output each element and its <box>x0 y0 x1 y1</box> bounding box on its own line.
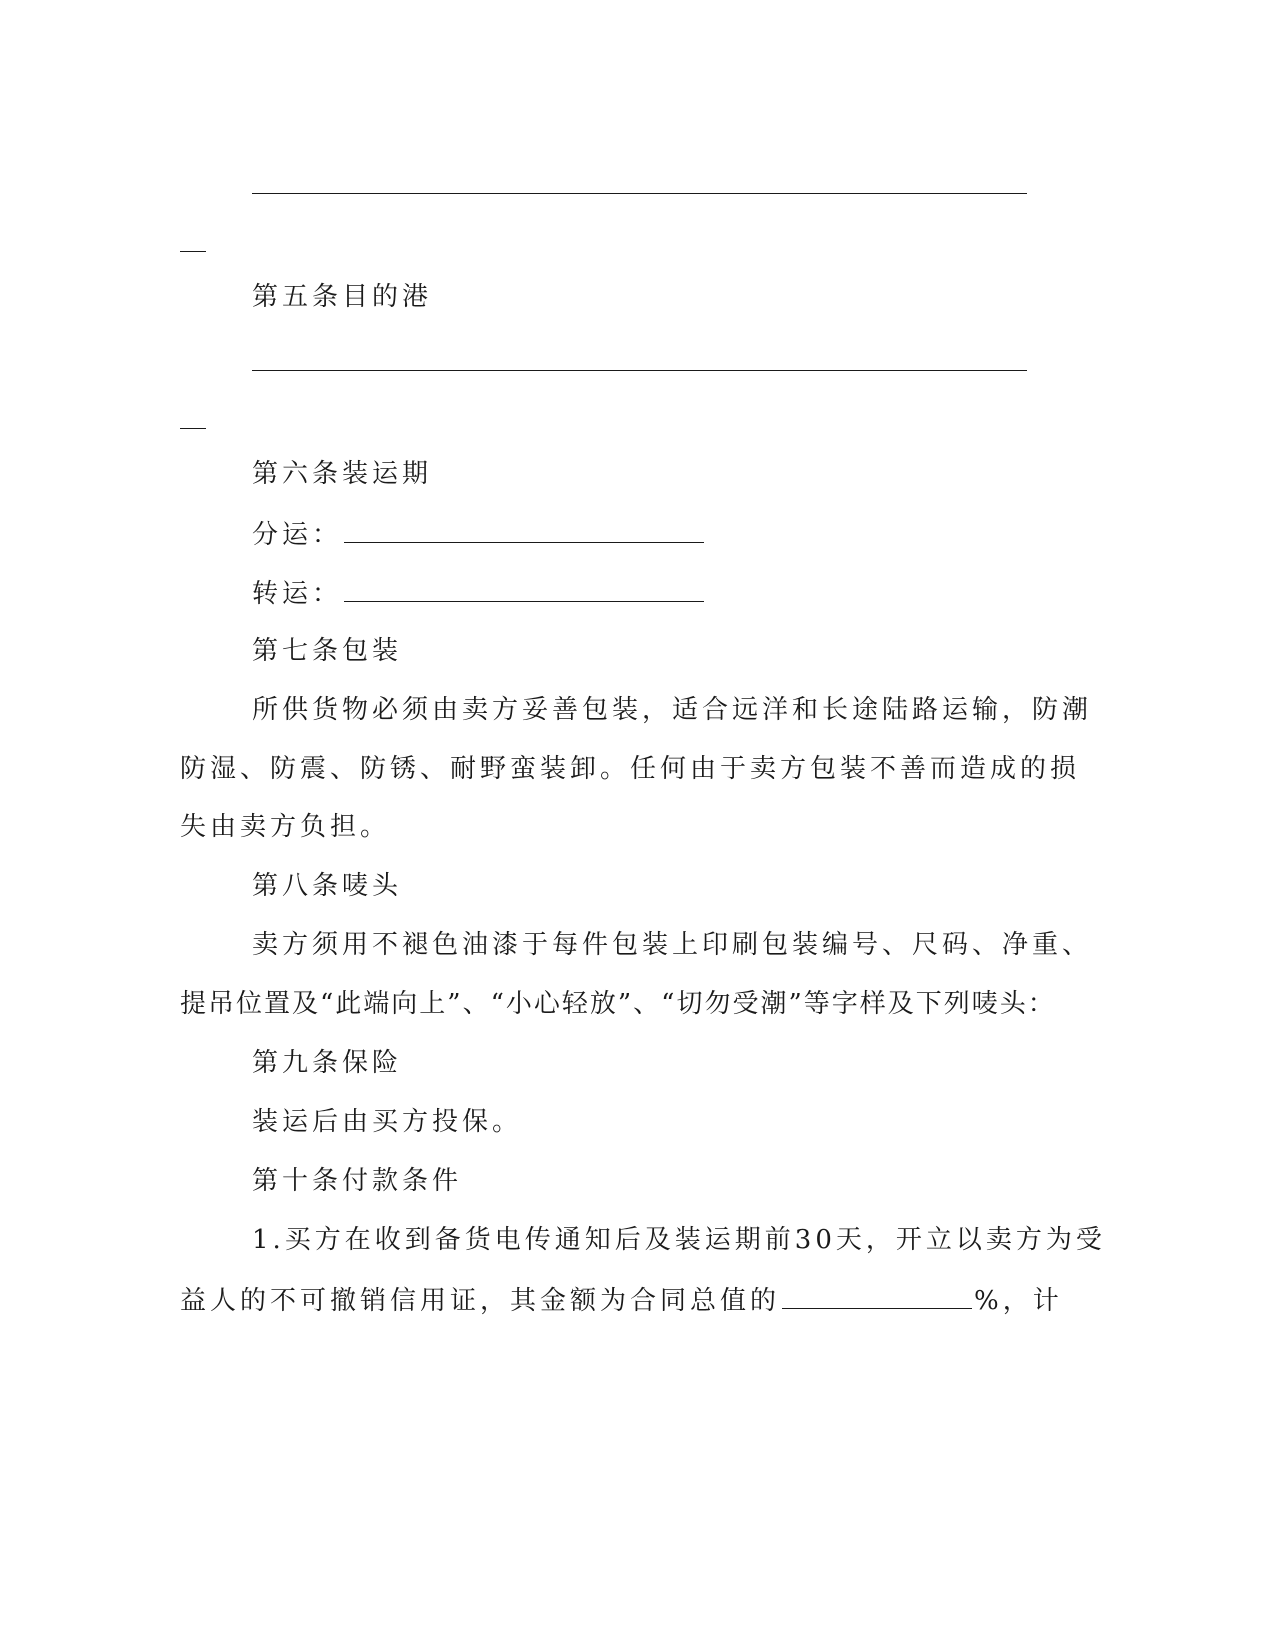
article-10-heading: 第十条付款条件 <box>252 1166 463 1196</box>
transshipment-line <box>252 575 706 611</box>
partial-shipment-blank <box>344 516 704 543</box>
blank-line-long <box>252 370 1027 371</box>
article-7-heading: 第七条包装 <box>252 636 403 666</box>
article-7-body: 失由卖方负担。 <box>180 812 391 842</box>
blank-line-short <box>180 428 206 429</box>
partial-shipment-line <box>252 516 706 552</box>
article-7-body: 防湿、防震、防锈、耐野蛮装卸。任何由于卖方包装不善而造成的损 <box>180 754 1081 784</box>
percentage-blank <box>782 1282 972 1309</box>
article-10-body-line2 <box>180 1282 1063 1318</box>
article-10-body-suffix: %，计 <box>974 1286 1063 1316</box>
article-9-body: 装运后由买方投保。 <box>252 1107 523 1137</box>
article-10-body: 1.买方在收到备货电传通知后及装运期前30天，开立以卖方为受 <box>252 1225 1106 1255</box>
article-8-body: 卖方须用不褪色油漆于每件包装上印刷包装编号、尺码、净重、 <box>252 930 1093 960</box>
article-8-body: 提吊位置及“此端向上”、“小心轻放”、“切勿受潮”等字样及下列唛头： <box>180 989 1056 1019</box>
partial-shipment-label: 分运： <box>252 520 343 550</box>
article-9-heading: 第九条保险 <box>252 1048 403 1078</box>
article-6-heading: 第六条装运期 <box>252 459 433 489</box>
article-5-heading: 第五条目的港 <box>252 282 433 312</box>
transshipment-label: 转运： <box>252 579 343 609</box>
article-7-body: 所供货物必须由卖方妥善包装，适合远洋和长途陆路运输，防潮 <box>252 695 1093 725</box>
blank-line-short <box>180 251 206 252</box>
blank-line-long <box>252 193 1027 194</box>
article-8-heading: 第八条唛头 <box>252 871 403 901</box>
article-10-body: 益人的不可撤销信用证，其金额为合同总值的 <box>180 1286 781 1316</box>
transshipment-blank <box>344 575 704 602</box>
